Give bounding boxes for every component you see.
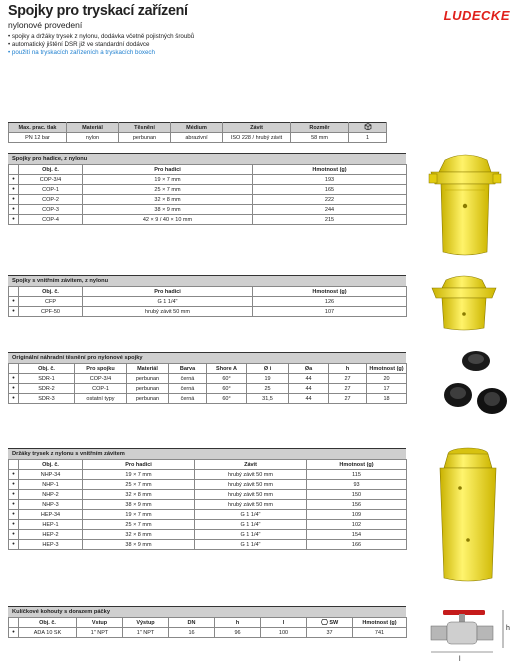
col-header: Hmotnost (g) (353, 618, 407, 628)
hose-size: G 1 1/4" (83, 297, 253, 307)
order-number: COP-4 (19, 215, 83, 225)
weight: 244 (253, 205, 407, 215)
brand-logo: LUDECKE (443, 8, 510, 23)
col-header: Obj. č. (19, 460, 83, 470)
spec-cell: 58 mm (291, 133, 349, 143)
spec-cell: ISO 228 / hrubý závit (223, 133, 291, 143)
feature-list (8, 33, 194, 58)
spec-header: Závit (223, 123, 291, 133)
col-header: Pro hadici (83, 165, 253, 175)
bullet-marker (9, 520, 19, 530)
col-header: Obj. č. (19, 364, 75, 374)
table-row (9, 205, 407, 215)
section-title: Kulíčkové kohouty s dorazem páčky (8, 606, 406, 617)
dimension-l-label: l (459, 656, 461, 663)
col-header: Barva (169, 364, 207, 374)
weight: 222 (253, 195, 407, 205)
table-row (9, 175, 407, 185)
bullet-marker (9, 185, 19, 195)
bullet-marker (9, 500, 19, 510)
bullet-marker (9, 384, 19, 394)
weight: 107 (253, 307, 407, 317)
table-row: • SDR-2 COP-1 perbunan černá 60° 25 44 27 17 (9, 384, 407, 394)
nozzle-holder-image (430, 444, 506, 584)
table-row: • HEP-3 38 × 9 mm G 1 1/4" 166 (9, 540, 407, 550)
dimension-h-label: h (506, 625, 510, 632)
table-row: • ADA 10 SK 1" NPT 1" NPT 16 96 100 37 741 (9, 628, 407, 638)
spec-header: Médium (171, 123, 223, 133)
table-header-row (9, 287, 407, 297)
spec-header: Těsnění (119, 123, 171, 133)
section-title: Spojky s vnitřním závitem, z nylonu (8, 275, 406, 286)
col-header: Pro hadici (83, 460, 195, 470)
table-row: • NHP-3 38 × 9 mm hrubý závit 50 mm 156 (9, 500, 407, 510)
ball-valve-image (423, 606, 518, 666)
bullet-marker (9, 175, 19, 185)
col-header: Obj. č. (19, 287, 83, 297)
order-number: COP-2 (19, 195, 83, 205)
threaded-coupling-image (428, 270, 500, 332)
bullet-marker (9, 215, 19, 225)
order-number: COP-1 (19, 185, 83, 195)
threaded-couplings-table (8, 286, 407, 317)
col-header: Ø i (247, 364, 289, 374)
section-title: Držáky trysek z nylonu s vnitřním závitem (8, 448, 406, 459)
hexagon-icon (321, 619, 328, 625)
hose-size: 42 × 9 / 40 × 10 mm (83, 215, 253, 225)
hose-size: 25 × 7 mm (83, 185, 253, 195)
col-header: Materiál (127, 364, 169, 374)
col-header: Obj. č. (19, 165, 83, 175)
bullet-marker (9, 530, 19, 540)
seal-rings-image (440, 345, 512, 423)
order-number: COP-3/4 (19, 175, 83, 185)
table-row: • SDR-3 ostatní typy perbunan černá 60° 31,5 44 27 18 (9, 394, 407, 404)
section-hose-couplings (8, 153, 406, 225)
weight: 165 (253, 185, 407, 195)
bullet-marker (9, 480, 19, 490)
spec-row (9, 133, 387, 143)
section-seals (8, 352, 406, 404)
order-number: CPF-50 (19, 307, 83, 317)
table-header-row (9, 460, 407, 470)
table-row (9, 195, 407, 205)
order-number: CFP (19, 297, 83, 307)
table-row: • HEP-2 32 × 8 mm G 1 1/4" 154 (9, 530, 407, 540)
nozzle-holders-table (8, 459, 407, 550)
table-row (9, 185, 407, 195)
hose-couplings-table (8, 164, 407, 225)
feature-item: • spojky a držáky trysek z nylonu, dodávka včetně pojistných šroubů (8, 33, 194, 41)
col-header: Hmotnost (g) (307, 460, 407, 470)
col-header: Závit (195, 460, 307, 470)
bullet-marker (9, 307, 19, 317)
feature-item-highlight: • použití na tryskacích zařízeních a tryskacích boxech (8, 49, 194, 57)
hose-coupling-image (425, 150, 505, 258)
section-ball-valves (8, 606, 406, 638)
col-header: l (261, 618, 307, 628)
table-row: • NHP-1 25 × 7 mm hrubý závit 50 mm 93 (9, 480, 407, 490)
bullet-marker (9, 205, 19, 215)
col-header: Hmotnost (g) (367, 364, 407, 374)
page-header (8, 2, 514, 72)
bullet-marker (9, 195, 19, 205)
section-title: Spojky pro hadice, z nylonu (8, 153, 406, 164)
spec-header-row (9, 123, 387, 133)
ball-valves-table (8, 617, 407, 638)
table-row: • NHP-2 32 × 8 mm hrubý závit 50 mm 150 (9, 490, 407, 500)
col-header: Shore A (207, 364, 247, 374)
bullet-marker (9, 490, 19, 500)
col-header: Øa (289, 364, 329, 374)
col-header: Hmotnost (g) (253, 287, 407, 297)
table-row: • NHP-34 19 × 7 mm hrubý závit 50 mm 115 (9, 470, 407, 480)
weight: 215 (253, 215, 407, 225)
hose-size: 19 × 7 mm (83, 175, 253, 185)
hose-size: hrubý závit 50 mm (83, 307, 253, 317)
col-header: Pro hadici (83, 287, 253, 297)
bullet-marker (9, 374, 19, 384)
package-icon (349, 123, 387, 133)
table-row: • HEP-34 19 × 7 mm G 1 1/4" 109 (9, 510, 407, 520)
weight: 193 (253, 175, 407, 185)
col-header: Hmotnost (g) (253, 165, 407, 175)
section-nozzle-holders (8, 448, 406, 550)
table-header-row (9, 165, 407, 175)
order-number: COP-3 (19, 205, 83, 215)
table-header-row (9, 618, 407, 628)
bullet-marker (9, 540, 19, 550)
page-subtitle: nylonové provedení (8, 20, 83, 30)
section-title: Originální náhradní těsnění pro nylonové spojky (8, 352, 406, 363)
section-threaded-couplings (8, 275, 406, 317)
bullet-marker (9, 394, 19, 404)
spec-table (8, 122, 387, 143)
spec-cell: perbunan (119, 133, 171, 143)
col-header: h (215, 618, 261, 628)
hose-size: 32 × 8 mm (83, 195, 253, 205)
col-header: DN (169, 618, 215, 628)
table-row: • SDR-1 COP-3/4 perbunan černá 60° 19 44 27 20 (9, 374, 407, 384)
bullet-marker (9, 470, 19, 480)
table-header-row (9, 364, 407, 374)
spec-cell: abrazivní (171, 133, 223, 143)
spec-header: Max. prac. tlak (9, 123, 67, 133)
table-row (9, 297, 407, 307)
bullet-marker (9, 510, 19, 520)
col-header: Výstup (123, 618, 169, 628)
weight: 126 (253, 297, 407, 307)
seals-table (8, 363, 407, 404)
feature-item: • automatický jištění DSR již ve standardní dodávce (8, 41, 194, 49)
spec-header: Materiál (67, 123, 119, 133)
col-header: Vstup (77, 618, 123, 628)
spec-cell: nylon (67, 133, 119, 143)
bullet-marker (9, 297, 19, 307)
spec-header: Rozměr (291, 123, 349, 133)
spec-cell: 1 (349, 133, 387, 143)
table-row (9, 215, 407, 225)
col-header: Obj. č. (19, 618, 77, 628)
page-title: Spojky pro tryskací zařízení (8, 2, 188, 19)
table-row: • HEP-1 25 × 7 mm G 1 1/4" 102 (9, 520, 407, 530)
col-header: Pro spojku (75, 364, 127, 374)
spec-cell: PN 12 bar (9, 133, 67, 143)
col-header: SW (307, 618, 353, 628)
col-header: h (329, 364, 367, 374)
table-row (9, 307, 407, 317)
hose-size: 38 × 9 mm (83, 205, 253, 215)
bullet-marker (9, 628, 19, 638)
